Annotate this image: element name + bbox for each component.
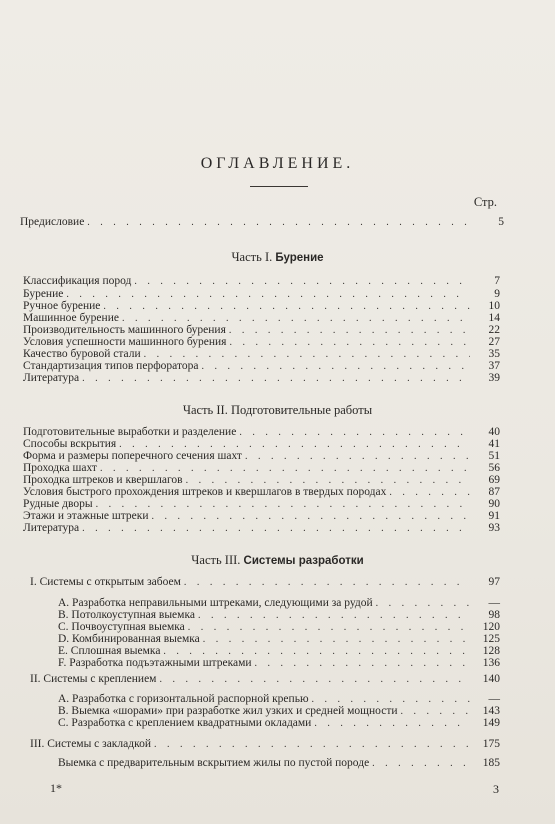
title-underline: [250, 186, 308, 187]
toc-entry-label: Проходка шахт: [23, 462, 97, 474]
toc-entry-page: 5: [498, 216, 504, 228]
toc-entry-page: 98: [488, 609, 500, 621]
toc-entry-label: Условия быстрого прохождения штреков и квершлагов в твердых породах: [23, 486, 387, 498]
toc-entry-page: 27: [488, 336, 500, 348]
toc-entry-label: Литература: [23, 372, 80, 384]
part1-heading-name: Бурение: [275, 252, 324, 264]
toc-entry-label: III. Системы с закладкой: [30, 738, 151, 750]
toc-entry-page: 91: [488, 510, 500, 522]
toc-entry-page: 140: [482, 673, 500, 685]
toc-group-heading[interactable]: [30, 576, 500, 589]
toc-entry-page: 35: [488, 348, 500, 360]
toc-entry-label: C. Разработка с креплением квадратными окладами: [58, 717, 312, 729]
toc-entry-page: 39: [488, 372, 500, 384]
toc-entry-page: 149: [482, 717, 500, 729]
toc-group-heading[interactable]: [30, 738, 500, 751]
toc-entry-page: —: [488, 693, 500, 705]
toc-entry[interactable]: [58, 757, 500, 770]
toc-entry-label: A. Разработка неправильными штреками, следующими за рудой: [58, 597, 373, 609]
toc-entry-page: 56: [488, 462, 500, 474]
leader-dots: [154, 739, 470, 751]
toc-entry-label: Условия успешности машинного бурения: [23, 336, 227, 348]
toc-entry-label: F. Разработка подъэтажными штреками: [58, 657, 252, 669]
toc-entry-label: B. Выемка «шорами» при разработке жил узких и средней мощности: [58, 705, 398, 717]
toc-entry-label: I. Системы с открытым забоем: [30, 576, 181, 588]
page-column-header: Стр.: [473, 195, 497, 209]
toc-entry-page: 22: [488, 324, 500, 336]
toc-entry-page: 185: [482, 757, 500, 769]
toc-entry-label: Этажи и этажные штреки: [23, 510, 149, 522]
part3-heading-prefix: Часть III.: [191, 553, 241, 567]
toc-entry-label: A. Разработка с горизонтальной распорной крепью: [58, 693, 309, 705]
toc-entry-page: 87: [488, 486, 500, 498]
leader-dots: [255, 658, 470, 670]
toc-entry-label: Стандартизация типов перфоратора: [23, 360, 199, 372]
toc-entry-label: Способы вскрытия: [23, 438, 117, 450]
toc-entry-label: C. Почвоуступная выемка: [58, 621, 185, 633]
part3-heading: [0, 553, 555, 568]
page-number: 3: [493, 782, 499, 796]
toc-entry-label: Подготовительные выработки и разделение: [23, 426, 237, 438]
toc-entry-label: II. Системы с креплением: [30, 673, 157, 685]
toc-entry-page: 128: [482, 645, 500, 657]
toc-entry-label: E. Сплошная выемка: [58, 645, 161, 657]
toc-entry-page: 97: [488, 576, 500, 588]
toc-entry-label: Выемка с предварительным вскрытием жилы по пустой породе: [58, 757, 370, 769]
toc-entry-page: 175: [482, 738, 500, 750]
part2-heading-name: Подготовительные работы: [230, 403, 373, 417]
toc-entry-page: 136: [482, 657, 500, 669]
leader-dots: [159, 674, 470, 686]
toc-entry-label: Предисловие: [20, 216, 85, 228]
toc-entry-page: 9: [494, 288, 500, 300]
toc-entry[interactable]: [23, 522, 500, 535]
toc-entry-label: Производительность машинного бурения: [23, 324, 226, 336]
toc-entry-page: 120: [482, 621, 500, 633]
signature-mark: 1*: [50, 781, 62, 795]
leader-dots: [82, 523, 470, 535]
toc-entry-page: 93: [488, 522, 500, 534]
toc-entry-page: 125: [482, 633, 500, 645]
leader-dots: [372, 758, 470, 770]
toc-entry-label: Классификация пород: [23, 275, 132, 287]
leader-dots: [82, 373, 470, 385]
toc-entry-label: D. Комбинированная выемка: [58, 633, 200, 645]
toc-entry-page: 7: [494, 275, 500, 287]
toc-entry[interactable]: [23, 275, 500, 288]
toc-entry-page: 41: [488, 438, 500, 450]
toc-entry-label: Бурение: [23, 288, 64, 300]
part3-heading-name: Системы разработки: [243, 555, 364, 567]
toc-entry-page: 14: [488, 312, 500, 324]
part2-heading-prefix: Часть II.: [182, 403, 228, 417]
toc-entry[interactable]: [58, 657, 500, 670]
toc-entry[interactable]: [58, 717, 500, 730]
toc-entry-page: 40: [488, 426, 500, 438]
leader-dots: [314, 718, 470, 730]
page-title: ОГЛАВЛЕНИЕ.: [200, 155, 355, 172]
leader-dots: [134, 276, 470, 288]
toc-entry[interactable]: [23, 372, 500, 385]
toc-entry-label: Рудные дворы: [23, 498, 93, 510]
toc-entry-label: Форма и размеры поперечного сечения шахт: [23, 450, 242, 462]
toc-entry-label: Проходка штреков и квершлагов: [23, 474, 183, 486]
part1-heading: [0, 250, 555, 265]
toc-entry-page: —: [488, 597, 500, 609]
toc-entry-page: 69: [488, 474, 500, 486]
leader-dots: [87, 217, 474, 229]
toc-entry-label: Ручное бурение: [23, 300, 101, 312]
toc-entry-page: 51: [488, 450, 500, 462]
part2-heading: [0, 403, 555, 418]
toc-entry-label: Машинное бурение: [23, 312, 119, 324]
toc-entry-page: 37: [488, 360, 500, 372]
toc-group-heading[interactable]: [30, 673, 500, 686]
part1-heading-prefix: Часть I.: [231, 250, 273, 264]
toc-entry-page: 90: [488, 498, 500, 510]
toc-entry-label: Качество буровой стали: [23, 348, 141, 360]
toc-entry-page: 143: [482, 705, 500, 717]
toc-entry-label: Литература: [23, 522, 80, 534]
toc-entry-label: B. Потолкоуступная выемка: [58, 609, 195, 621]
leader-dots: [184, 577, 470, 589]
toc-entry-page: 10: [488, 300, 500, 312]
toc-entry-preface[interactable]: [20, 216, 504, 229]
